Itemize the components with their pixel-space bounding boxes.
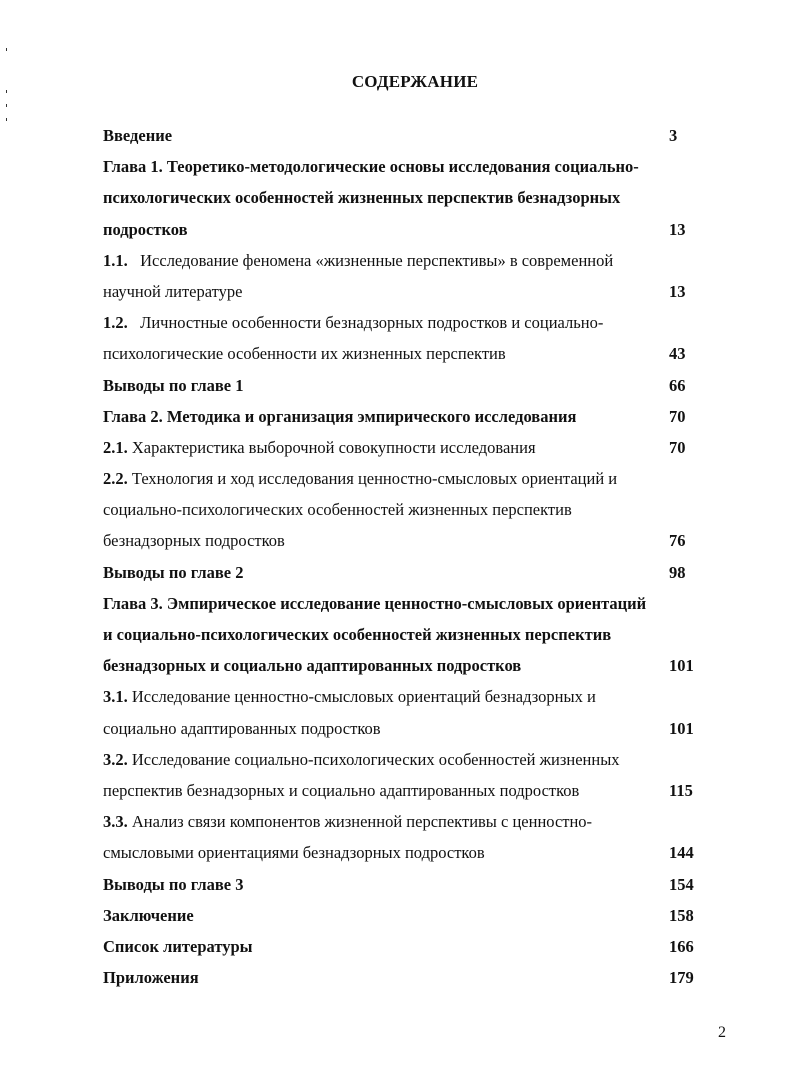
toc-entry-label: 2.1.	[103, 437, 128, 457]
toc-entry	[103, 619, 703, 650]
toc-entry-label: 1.2.	[103, 313, 128, 333]
toc-entry	[103, 681, 703, 712]
toc-entry	[103, 775, 703, 806]
toc-entry	[103, 401, 703, 432]
toc-entry-page: 76	[669, 531, 686, 551]
toc-entry-title: Анализ связи компонентов жизненной перспективы с ценностно-	[127, 812, 593, 832]
toc-entry-text	[103, 588, 646, 619]
toc-entry-text	[103, 713, 381, 744]
toc-entry-text	[103, 214, 188, 245]
toc-entry-text	[103, 401, 576, 432]
toc-entry-text	[103, 869, 243, 900]
toc-entry-text	[103, 245, 613, 276]
toc-entry-title: Исследование социально-психологических особенностей жизненных	[127, 749, 620, 769]
toc-entry	[103, 931, 703, 962]
toc-entry-text	[103, 432, 536, 463]
toc-entry-page: 43	[669, 344, 686, 364]
toc-entry	[103, 276, 703, 307]
toc-entry-text	[103, 276, 242, 307]
toc-entry-text	[103, 338, 506, 369]
toc-entry-page: 166	[669, 936, 694, 956]
toc-entry	[103, 245, 703, 276]
toc-entry-text	[103, 744, 620, 775]
toc-entry-text	[103, 650, 521, 681]
toc-entry-text	[103, 182, 620, 213]
toc-entry-text	[103, 837, 485, 868]
scan-speck	[6, 104, 7, 107]
toc-entry-page: 115	[669, 780, 693, 800]
toc-entry-page: 13	[669, 281, 686, 301]
toc-entry-label: 1.1.	[103, 250, 128, 270]
toc-entry	[103, 900, 703, 931]
toc-entry-label: 3.2.	[103, 749, 128, 769]
toc-entry-title: Введение	[103, 126, 173, 145]
toc-entry-title: Характеристика выборочной совокупности исследования	[127, 437, 536, 457]
toc-entry-title: Технология и ход исследования ценностно-смысловых ориентаций и	[127, 469, 618, 489]
toc-entry-title: Приложения	[103, 968, 199, 988]
toc-entry-text	[103, 557, 243, 588]
scan-speck	[6, 118, 7, 121]
page-title: СОДЕРЖАНИЕ	[351, 72, 479, 91]
toc-entry-page: 98	[669, 562, 686, 582]
toc-entry-text	[103, 806, 592, 837]
toc-entry-title: Личностные особенности безнадзорных подростков и социально-	[127, 313, 604, 333]
toc-entry-title: и социально-психологических особенностей жизненных перспектив	[103, 625, 612, 644]
scan-speck	[6, 48, 7, 51]
toc-entry	[103, 214, 703, 245]
toc-entry-label: 3.1.	[103, 687, 128, 707]
toc-entry-title: психологических особенностей жизненных перспектив безнадзорных	[103, 188, 621, 208]
table-of-contents	[103, 120, 703, 993]
toc-entry-title: Исследование ценностно-смысловых ориентаций безнадзорных и	[127, 687, 596, 707]
toc-entry-text	[103, 120, 172, 151]
toc-entry-title: психологические особенности их жизненных перспектив	[103, 344, 506, 364]
toc-entry-text	[103, 962, 199, 993]
toc-entry-page: 13	[669, 219, 686, 239]
toc-entry-text	[103, 775, 579, 806]
toc-entry	[103, 120, 703, 151]
toc-entry-text	[103, 525, 285, 556]
toc-entry-page: 158	[669, 905, 694, 925]
toc-entry-text	[103, 900, 194, 931]
toc-entry-title: Список литературы	[103, 936, 253, 956]
toc-entry-title: Глава 3. Эмпирическое исследование ценностно-смысловых ориентаций	[103, 593, 647, 613]
toc-entry-text	[103, 151, 639, 182]
toc-entry	[103, 837, 703, 868]
toc-entry-text	[103, 463, 617, 494]
page-number: 2	[718, 1024, 726, 1041]
toc-entry-title: смысловыми ориентациями безнадзорных подростков	[103, 843, 485, 863]
toc-entry-page: 101	[669, 656, 694, 676]
toc-entry-title: перспектив безнадзорных и социально адаптированных подростков	[103, 780, 580, 800]
toc-entry-title: социально адаптированных подростков	[103, 718, 381, 738]
toc-entry	[103, 713, 703, 744]
toc-entry	[103, 962, 703, 993]
toc-entry-title: социально-психологических особенностей жизненных перспектив	[103, 500, 572, 520]
toc-entry-title: Исследование феномена «жизненные перспективы» в современной	[127, 250, 614, 270]
toc-entry	[103, 650, 703, 681]
scan-speck	[6, 90, 7, 93]
toc-entry-title: Глава 1. Теоретико-методологические основы исследования социально-	[103, 157, 639, 177]
toc-entry-title: Выводы по главе 2	[103, 562, 244, 582]
toc-entry-title: безнадзорных и социально адаптированных подростков	[103, 656, 522, 676]
toc-entry-page: 154	[669, 874, 694, 894]
toc-entry-text	[103, 494, 572, 525]
toc-entry	[103, 432, 703, 463]
toc-entry-page: 70	[669, 437, 686, 457]
toc-entry-title: Выводы по главе 1	[103, 375, 244, 395]
toc-entry	[103, 588, 703, 619]
toc-entry	[103, 151, 703, 182]
toc-entry	[103, 869, 703, 900]
toc-entry-text	[103, 370, 243, 401]
toc-entry	[103, 494, 703, 525]
toc-entry	[103, 806, 703, 837]
toc-entry-page: 66	[669, 375, 686, 395]
toc-entry-page: 3	[669, 126, 678, 145]
toc-entry-page: 179	[669, 968, 694, 988]
toc-entry-label: 2.2.	[103, 469, 128, 489]
toc-entry	[103, 338, 703, 369]
toc-entry-title: Заключение	[103, 905, 194, 925]
toc-entry-text	[103, 681, 596, 712]
toc-entry	[103, 744, 703, 775]
toc-entry-page: 70	[669, 406, 686, 426]
toc-entry-text	[103, 307, 603, 338]
toc-entry	[103, 182, 703, 213]
toc-entry-text	[103, 619, 611, 650]
toc-entry	[103, 557, 703, 588]
toc-entry	[103, 307, 703, 338]
toc-entry-label: 3.3.	[103, 812, 128, 832]
toc-entry	[103, 370, 703, 401]
toc-entry	[103, 463, 703, 494]
toc-entry-title: безнадзорных подростков	[103, 531, 285, 551]
toc-entry-page: 144	[669, 843, 694, 863]
toc-entry-title: Выводы по главе 3	[103, 874, 244, 894]
toc-entry-title: Глава 2. Методика и организация эмпирического исследования	[103, 406, 577, 426]
toc-entry-title: подростков	[103, 219, 188, 239]
toc-entry-title: научной литературе	[103, 281, 243, 301]
toc-entry	[103, 525, 703, 556]
toc-entry-text	[103, 931, 253, 962]
toc-entry-page: 101	[669, 718, 694, 738]
